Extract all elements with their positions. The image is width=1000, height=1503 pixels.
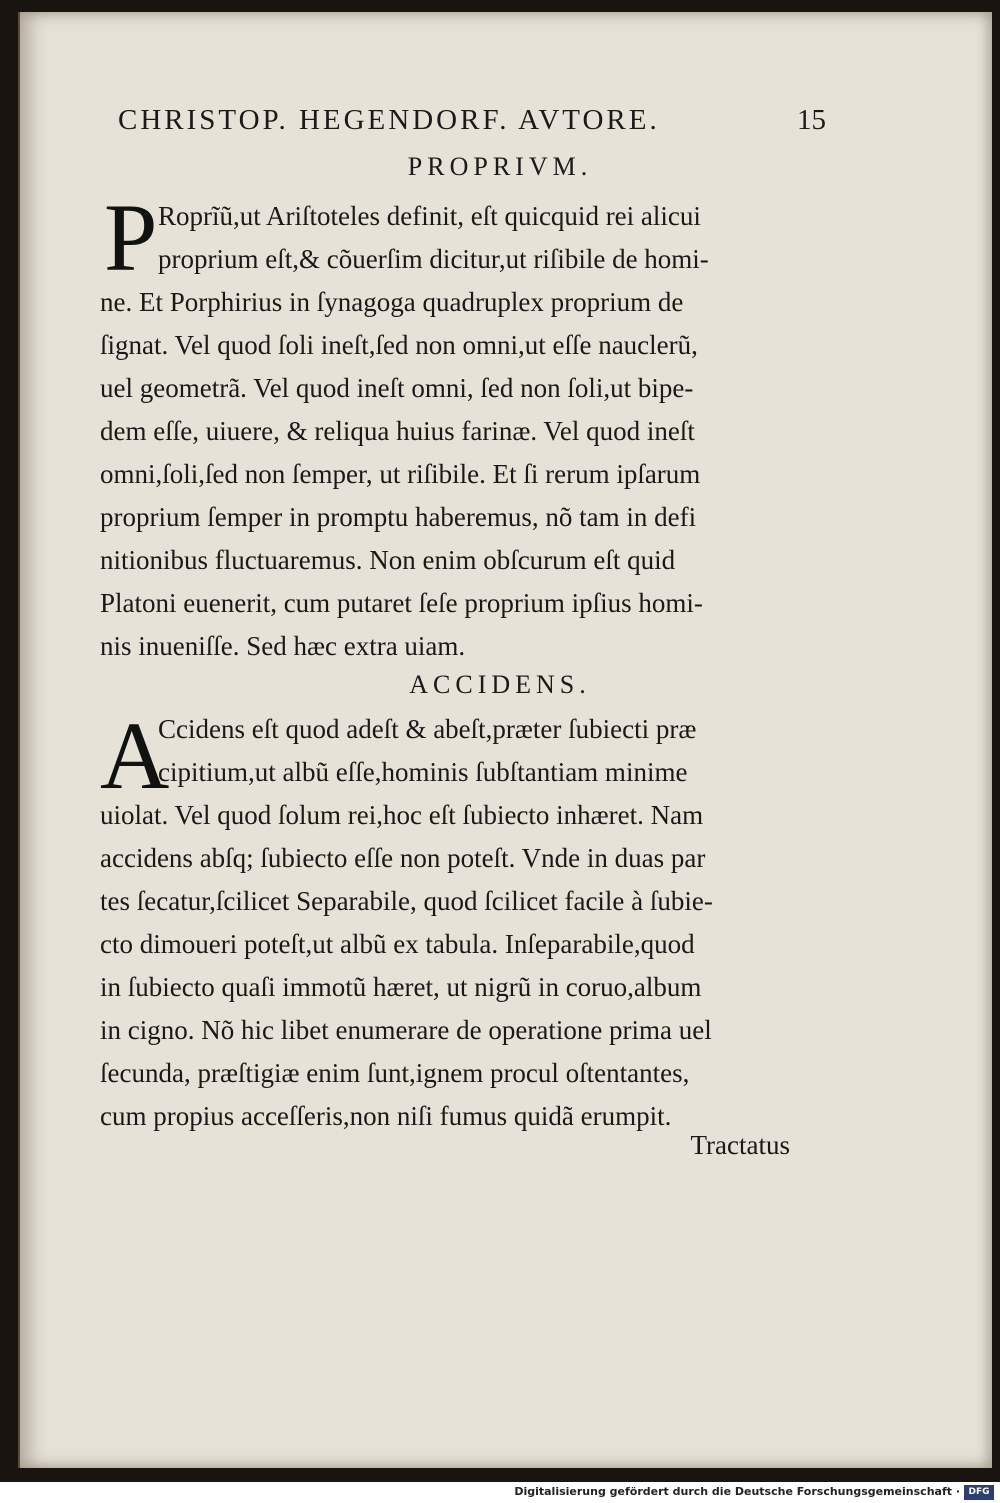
text-line: uiolat. Vel quod ſolum rei,hoc eſt ſubiecto inhæret. Nam (100, 800, 704, 830)
text-line: uel geometrã. Vel quod ineſt omni, ſed non ſoli,ut bipe- (100, 373, 694, 403)
paragraph-accidens (100, 702, 800, 1138)
text-line: accidens abſq; ſubiecto eſſe non poteſt. Vnde in duas par (100, 843, 706, 873)
paragraph-proprium (100, 195, 800, 668)
text-line: in cigno. Nõ hic libet enumerare de operatione prima uel (100, 1015, 712, 1045)
page-number: 15 (797, 104, 826, 136)
footer-bar (0, 1482, 1000, 1503)
funding-credit: Digitalisierung gefördert durch die Deutsche Forschungsgemeinschaft · (514, 1485, 960, 1498)
text-line: Ccidens eſt quod adeſt & abeſt,præter ſubiecti præ (158, 714, 697, 744)
text-line: nis inueniſſe. Sed hæc extra uiam. (100, 631, 466, 661)
running-head (118, 104, 826, 137)
catchword: Tractatus (690, 1130, 790, 1160)
running-head-title: CHRISTOP. HEGENDORF. AVTORE. (118, 104, 660, 136)
text-line: Platoni euenerit, cum putaret ſeſe proprium ipſius homi- (100, 588, 703, 618)
text-line: proprium eſt,& cõuerſim dicitur,ut riſibile de homi- (158, 244, 709, 274)
text-line: Roprĩũ,ut Ariſtoteles definit, eſt quicquid rei alicui (158, 201, 701, 231)
text-line: cto dimoueri poteſt,ut albũ ex tabula. Inſeparabile,quod (100, 929, 695, 959)
text-line: ne. Et Porphirius in ſynagoga quadruplex proprium de (100, 287, 684, 317)
text-line: proprium ſemper in promptu haberemus, nõ tam in defi (100, 502, 697, 532)
text-line: in ſubiecto quaſi immotũ hæret, ut nigrũ in coruo,album (100, 972, 702, 1002)
text-line: omni,ſoli,ſed non ſemper, ut riſibile. Et ſi rerum ipſarum (100, 459, 701, 489)
section-heading-accidens: ACCIDENS. (409, 670, 591, 699)
text-line: dem eſſe, uiuere, & reliqua huius farinæ. Vel quod ineſt (100, 416, 695, 446)
text-line: ſignat. Vel quod ſoli ineſt,ſed non omni,ut eſſe nauclerũ, (100, 330, 698, 360)
dfg-logo-icon: DFG (964, 1485, 994, 1500)
text-line: cipitium,ut albũ eſſe,hominis ſubſtantiam minime (158, 757, 688, 787)
drop-cap-p: P (104, 184, 158, 291)
drop-cap-a: A (100, 702, 170, 809)
text-line: nitionibus fluctuaremus. Non enim obſcurum eſt quid (100, 545, 676, 575)
text-line: tes ſecatur,ſcilicet Separabile, quod ſcilicet facile à ſubie- (100, 886, 713, 916)
section-heading-proprium: PROPRIVM. (407, 152, 593, 181)
text-line: cum propius acceſſeris,non niſi fumus quidã erumpit. (100, 1101, 672, 1131)
text-line: ſecunda, præſtigiæ enim ſunt,ignem procul oſtentantes, (100, 1058, 690, 1088)
